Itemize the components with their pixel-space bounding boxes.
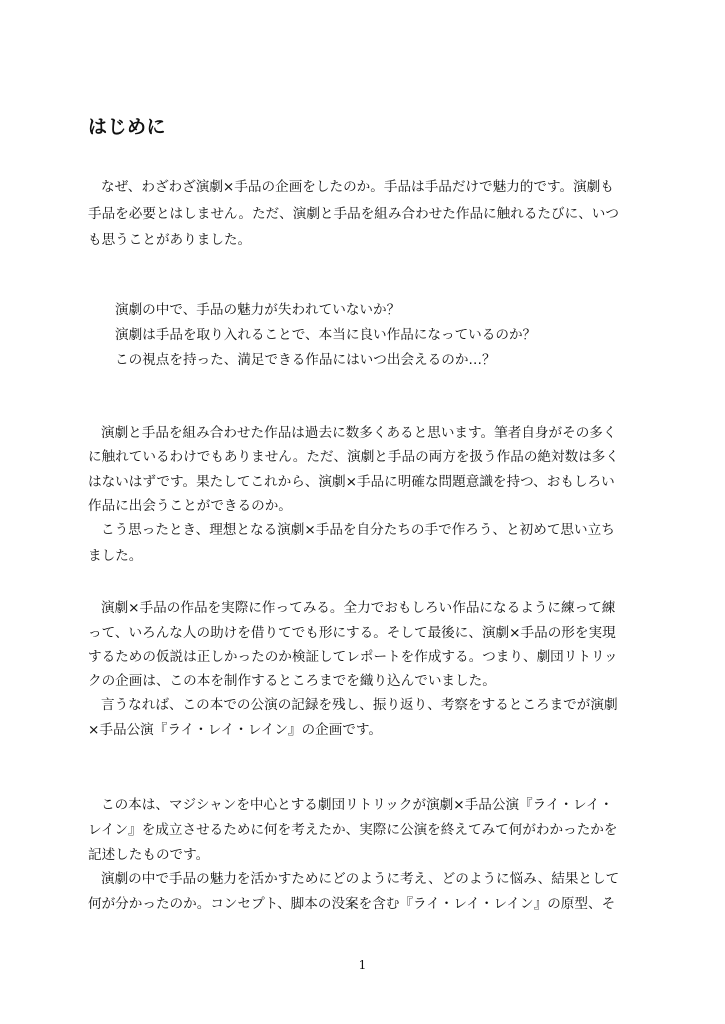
paragraph-line: ました。 [88, 548, 143, 564]
question-line: この視点を持った、満足できる作品にはいつ出会えるのか…？ [115, 352, 496, 368]
paragraph-line: この本は、マジシャンを中心とする劇団リトリックが演劇×手品公演『ライ・レイ・ [101, 797, 614, 813]
paragraph-line: はないはずです。果たしてこれから、演劇×手品に明確な問題意識を持つ、おもしろい [88, 474, 615, 490]
paragraph-line: レイン』を成立させるために何を考えたか、実際に公演を終えてみて何がわかったかを [88, 822, 618, 838]
paragraph-line: 手品を必要とはしません。ただ、演劇と手品を組み合わせた作品に触れるたびに、いつ [88, 206, 619, 222]
question-line: 演劇は手品を取り入れることで、本当に良い作品になっているのか？ [115, 327, 537, 343]
paragraph-line: ×手品公演『ライ・レイ・レイン』の企画です。 [88, 722, 383, 738]
paragraph-line: なぜ、わざわざ演劇×手品の企画をしたのか。手品は手品だけで魅力的です。演劇も [101, 179, 614, 195]
paragraph-line: 演劇×手品の作品を実際に作ってみる。全力でおもしろい作品になるように練って練 [101, 600, 616, 616]
paragraph-line: するための仮説は正しかったのか検証してレポートを作成する。つまり、劇団リトリッ [88, 649, 618, 665]
paragraph-line: 何が分かったのか。コンセプト、脚本の没案を含む『ライ・レイ・レイン』の原型、そ [88, 896, 616, 912]
page-number: 1 [358, 958, 367, 972]
paragraph-line: 作品に出会うことができるのか。 [88, 498, 292, 514]
paragraph-line: 記述したものです。 [88, 847, 210, 863]
paragraph-line: クの企画は、この本を制作するところまでを織り込んでいました。 [88, 673, 496, 689]
paragraph-line: も思うことがありました。 [88, 232, 252, 248]
page-heading: はじめに [88, 116, 167, 138]
paragraph-line: って、いろんな人の助けを借りてでも形にする。そして最後に、演劇×手品の形を実現 [88, 625, 616, 641]
paragraph-line: 演劇と手品を組み合わせた作品は過去に数多くあると思います。筆者自身がその多く [101, 425, 617, 441]
paragraph-line: 言うなれば、この本での公演の記録を残し、振り返り、考察をするところまでが演劇 [101, 697, 618, 713]
paragraph-line: に触れているわけでもありません。ただ、演劇と手品の両方を扱う作品の絶対数は多く [88, 449, 619, 465]
paragraph-line: 演劇の中で手品の魅力を活かすためにどのように考え、どのように悩み、結果として [101, 871, 620, 887]
paragraph-line: こう思ったとき、理想となる演劇×手品を自分たちの手で作ろう、と初めて思い立ち [101, 522, 615, 538]
question-line: 演劇の中で、手品の魅力が失われていないか？ [115, 302, 401, 318]
